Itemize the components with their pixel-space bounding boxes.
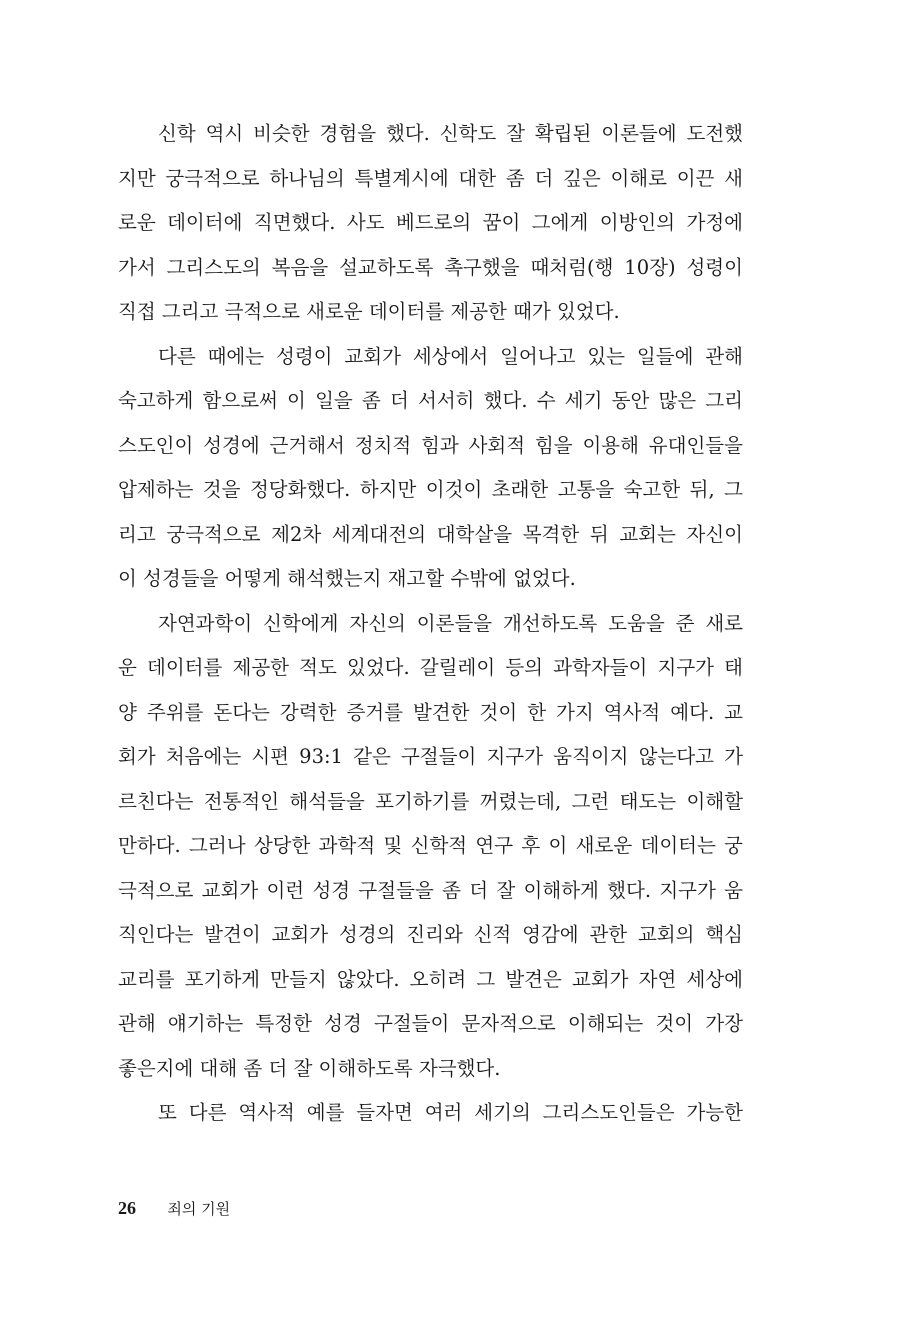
text-line: 르친다는 전통적인 해석들을 포기하기를 꺼렸는데, 그런 태도는 이해할 xyxy=(118,789,743,813)
text-line: 리고 궁극적으로 제2차 세계대전의 대학살을 목격한 뒤 교회는 자신이 xyxy=(118,522,743,546)
text-line: 극적으로 교회가 이런 성경 구절들을 좀 더 잘 이해하게 했다. 지구가 움 xyxy=(118,878,743,902)
paragraph xyxy=(118,335,743,602)
text-line: 양 주위를 돈다는 강력한 증거를 발견한 것이 한 가지 역사적 예다. 교 xyxy=(118,700,743,724)
text-line: 가서 그리스도의 복음을 설교하도록 촉구했을 때처럼(행 10장) 성령이 xyxy=(118,255,743,279)
text-line: 만하다. 그러나 상당한 과학적 및 신학적 연구 후 이 새로운 데이터는 궁 xyxy=(118,834,743,857)
page-footer xyxy=(118,1196,230,1221)
text-line: 직인다는 발견이 교회가 성경의 진리와 신적 영감에 관한 교회의 핵심 xyxy=(118,923,743,946)
paragraph xyxy=(118,112,743,335)
paragraph xyxy=(118,602,743,1092)
text-line: 지만 궁극적으로 하나님의 특별계시에 대한 좀 더 깊은 이해로 이끈 새 xyxy=(118,166,743,190)
text-line: 직접 그리고 극적으로 새로운 데이터를 제공한 때가 있었다. xyxy=(118,300,620,323)
paragraph xyxy=(118,1091,743,1136)
text-line: 압제하는 것을 정당화했다. 하지만 이것이 초래한 고통을 숙고한 뒤, 그 xyxy=(118,478,743,501)
text-line: 회가 처음에는 시편 93:1 같은 구절들이 지구가 움직이지 않는다고 가 xyxy=(118,745,743,768)
text-line: 신학 역시 비슷한 경험을 했다. 신학도 잘 확립된 이론들에 도전했 xyxy=(158,122,743,145)
text-line: 로운 데이터에 직면했다. 사도 베드로의 꿈이 그에게 이방인의 가정에 xyxy=(118,211,743,234)
page-body xyxy=(118,112,743,1136)
text-line: 다른 때에는 성령이 교회가 세상에서 일어나고 있는 일들에 관해 xyxy=(158,344,743,368)
text-line: 숙고하게 함으로써 이 일을 좀 더 서서히 했다. 수 세기 동안 많은 그리 xyxy=(118,389,743,412)
text-line: 관해 얘기하는 특정한 성경 구절들이 문자적으로 이해되는 것이 가장 xyxy=(118,1012,743,1035)
running-title: 죄의 기원 xyxy=(167,1200,231,1218)
text-line: 자연과학이 신학에게 자신의 이론들을 개선하도록 도움을 준 새로 xyxy=(158,611,743,635)
text-line: 좋은지에 대해 좀 더 잘 이해하도록 자극했다. xyxy=(118,1056,501,1080)
text-line: 스도인이 성경에 근거해서 정치적 힘과 사회적 힘을 이용해 유대인들을 xyxy=(118,433,743,457)
page-number: 26 xyxy=(118,1198,136,1218)
text-line: 또 다른 역사적 예를 들자면 여러 세기의 그리스도인들은 가능한 xyxy=(158,1101,743,1124)
text-line: 운 데이터를 제공한 적도 있었다. 갈릴레이 등의 과학자들이 지구가 태 xyxy=(118,656,743,679)
text-line: 이 성경들을 어떻게 해석했는지 재고할 수밖에 없었다. xyxy=(118,567,576,590)
text-line: 교리를 포기하게 만들지 않았다. 오히려 그 발견은 교회가 자연 세상에 xyxy=(118,967,743,991)
